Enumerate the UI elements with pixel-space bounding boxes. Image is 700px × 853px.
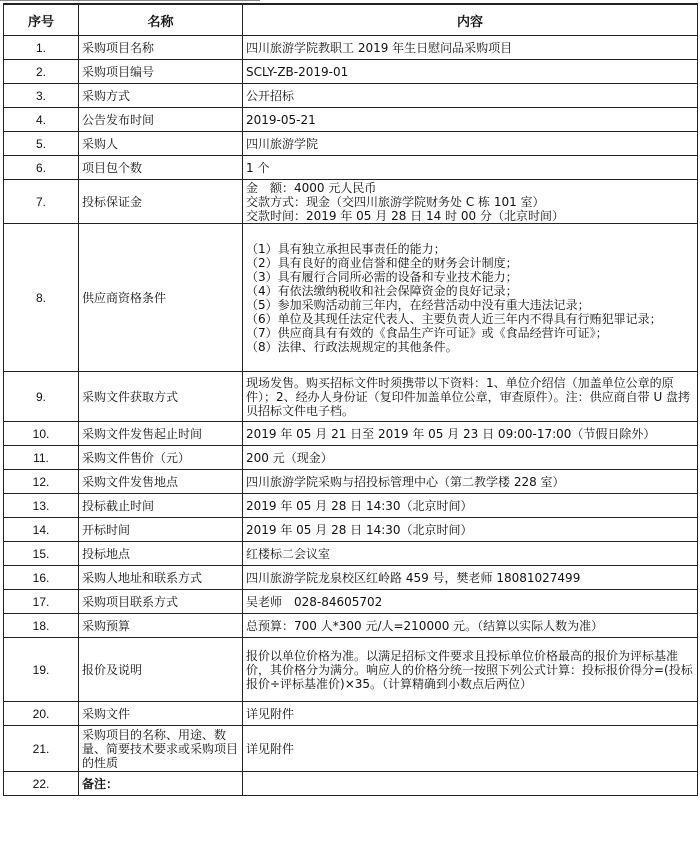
content-line: 交款时间：2019 年 05 月 28 日 14 时 00 分（北京时间）	[246, 208, 564, 223]
row-content	[243, 494, 698, 518]
row-seq: 1.	[4, 36, 79, 60]
row-seq: 13.	[4, 494, 79, 518]
content-line: 200 元（现金）	[246, 450, 333, 465]
row-name: 投标保证金	[79, 180, 243, 224]
row-name: 项目包个数	[79, 156, 243, 180]
row-name: 开标时间	[79, 518, 243, 542]
table-row	[4, 84, 698, 108]
content-line: 四川旅游学院采购与招投标管理中心（第二教学楼 228 室）	[246, 474, 565, 489]
row-seq: 14.	[4, 518, 79, 542]
row-name: 采购预算	[79, 614, 243, 638]
row-content	[243, 60, 698, 84]
row-content	[243, 180, 698, 224]
row-name: 公告发布时间	[79, 108, 243, 132]
row-name: 采购方式	[79, 84, 243, 108]
table-body	[4, 36, 698, 796]
row-content	[243, 590, 698, 614]
content-line: 吴老师 028-84605702	[246, 594, 383, 609]
table-row	[4, 224, 698, 372]
row-name: 采购人地址和联系方式	[79, 566, 243, 590]
table-row	[4, 590, 698, 614]
row-name: 采购文件发售地点	[79, 470, 243, 494]
table-row	[4, 422, 698, 446]
row-seq: 22.	[4, 772, 79, 796]
row-seq: 15.	[4, 542, 79, 566]
row-seq: 5.	[4, 132, 79, 156]
table-row	[4, 726, 698, 772]
row-content	[243, 518, 698, 542]
row-name: 报价及说明	[79, 638, 243, 702]
header-content: 内容	[243, 4, 698, 36]
row-name: 投标截止时间	[79, 494, 243, 518]
table-header-row	[4, 4, 698, 36]
row-name: 采购项目联系方式	[79, 590, 243, 614]
content-line: （8）法律、行政法规规定的其他条件。	[246, 339, 458, 354]
content-line: （2）具有良好的商业信誉和健全的财务会计制度；	[246, 255, 518, 270]
row-content	[243, 772, 698, 796]
content-line: 交款方式：现金（交四川旅游学院财务处 C 栋 101 室）	[246, 194, 545, 209]
row-seq: 20.	[4, 702, 79, 726]
content-line: 详见附件	[246, 741, 295, 756]
row-name: 采购项目的名称、用途、数量、简要技术要求或采购项目的性质	[79, 726, 243, 772]
content-line: 2019-05-21	[246, 112, 316, 127]
content-line: 四川旅游学院龙泉校区红岭路 459 号，樊老师 18081027499	[246, 570, 581, 585]
content-line: 报价以单位价格为准。以满足招标文件要求且投标单位价格最高的报价为评标基准价，其价格分为满分。响应人的价格分统一按照下列公式计算：投标报价得分=(投标报价÷评标基准价)×35。（计算精确到小数点后两位）	[246, 648, 693, 691]
table-row	[4, 108, 698, 132]
row-name: 备注：	[79, 772, 243, 796]
table-row	[4, 566, 698, 590]
procurement-table	[3, 3, 698, 796]
table-row	[4, 470, 698, 494]
row-name: 采购人	[79, 132, 243, 156]
content-line: 2019 年 05 月 28 日 14:30（北京时间）	[246, 498, 473, 513]
row-content	[243, 702, 698, 726]
table-row	[4, 494, 698, 518]
content-line: （5）参加采购活动前三年内，在经营活动中没有重大违法记录；	[246, 297, 590, 312]
procurement-table-container	[3, 3, 697, 796]
row-content	[243, 470, 698, 494]
row-seq: 12.	[4, 470, 79, 494]
table-row	[4, 180, 698, 224]
content-line: （4）有依法缴纳税收和社会保障资金的良好记录；	[246, 283, 518, 298]
table-row	[4, 132, 698, 156]
row-content	[243, 224, 698, 372]
table-row	[4, 156, 698, 180]
row-seq: 18.	[4, 614, 79, 638]
row-content	[243, 542, 698, 566]
row-seq: 17.	[4, 590, 79, 614]
content-line: 红楼标二会议室	[246, 546, 331, 561]
table-row	[4, 614, 698, 638]
row-name: 采购文件获取方式	[79, 372, 243, 422]
row-seq: 19.	[4, 638, 79, 702]
content-line: 四川旅游学院教职工 2019 年生日慰问品采购项目	[246, 40, 513, 55]
row-seq: 11.	[4, 446, 79, 470]
row-content	[243, 566, 698, 590]
row-content	[243, 108, 698, 132]
content-line: 详见附件	[246, 706, 295, 721]
row-content	[243, 156, 698, 180]
table-row	[4, 638, 698, 702]
row-name: 采购文件售价（元）	[79, 446, 243, 470]
row-content	[243, 638, 698, 702]
row-seq: 3.	[4, 84, 79, 108]
content-line: 金 额：4000 元人民币	[246, 180, 377, 195]
row-seq: 2.	[4, 60, 79, 84]
row-name: 采购文件	[79, 702, 243, 726]
row-name: 采购项目编号	[79, 60, 243, 84]
content-line: （7）供应商具有有效的《食品生产许可证》或《食品经营许可证》；	[246, 325, 608, 340]
top-rule	[0, 0, 260, 1]
table-row	[4, 542, 698, 566]
row-seq: 21.	[4, 726, 79, 772]
content-line: 四川旅游学院	[246, 136, 319, 151]
row-seq: 6.	[4, 156, 79, 180]
content-line: 1 个	[246, 160, 270, 175]
row-seq: 10.	[4, 422, 79, 446]
content-line: 现场发售。购买招标文件时须携带以下资料：1、单位介绍信（加盖单位公章的原件）；2、经办人身份证（复印件加盖单位公章，审查原件）。注：供应商自带 U 盘拷贝招标文件电子档。	[246, 375, 691, 418]
row-content	[243, 614, 698, 638]
content-line: SCLY-ZB-2019-01	[246, 64, 349, 79]
row-seq: 9.	[4, 372, 79, 422]
row-seq: 16.	[4, 566, 79, 590]
table-row	[4, 372, 698, 422]
table-row	[4, 702, 698, 726]
row-seq: 7.	[4, 180, 79, 224]
table-row	[4, 518, 698, 542]
row-content	[243, 726, 698, 772]
row-name: 供应商资格条件	[79, 224, 243, 372]
header-name: 名称	[79, 4, 243, 36]
row-content	[243, 132, 698, 156]
table-row	[4, 60, 698, 84]
row-name: 采购文件发售起止时间	[79, 422, 243, 446]
row-content	[243, 84, 698, 108]
row-seq: 4.	[4, 108, 79, 132]
row-name: 投标地点	[79, 542, 243, 566]
table-row	[4, 36, 698, 60]
table-row	[4, 446, 698, 470]
row-name: 采购项目名称	[79, 36, 243, 60]
table-row	[4, 772, 698, 796]
content-line: （3）具有履行合同所必需的设备和专业技术能力；	[246, 269, 518, 284]
content-line: 2019 年 05 月 21 日至 2019 年 05 月 23 日 09:00-17:00（节假日除外）	[246, 426, 656, 441]
row-content	[243, 422, 698, 446]
row-content	[243, 36, 698, 60]
content-line: （6）单位及其现任法定代表人、主要负责人近三年内不得具有行贿犯罪记录；	[246, 311, 662, 326]
content-line: 2019 年 05 月 28 日 14:30（北京时间）	[246, 522, 473, 537]
content-line: 总预算：700 人*300 元/人=210000 元。（结算以实际人数为准）	[246, 618, 604, 633]
header-seq: 序号	[4, 4, 79, 36]
content-line: 公开招标	[246, 88, 295, 103]
row-content	[243, 372, 698, 422]
row-seq: 8.	[4, 224, 79, 372]
row-content	[243, 446, 698, 470]
content-line: （1）具有独立承担民事责任的能力；	[246, 241, 446, 256]
